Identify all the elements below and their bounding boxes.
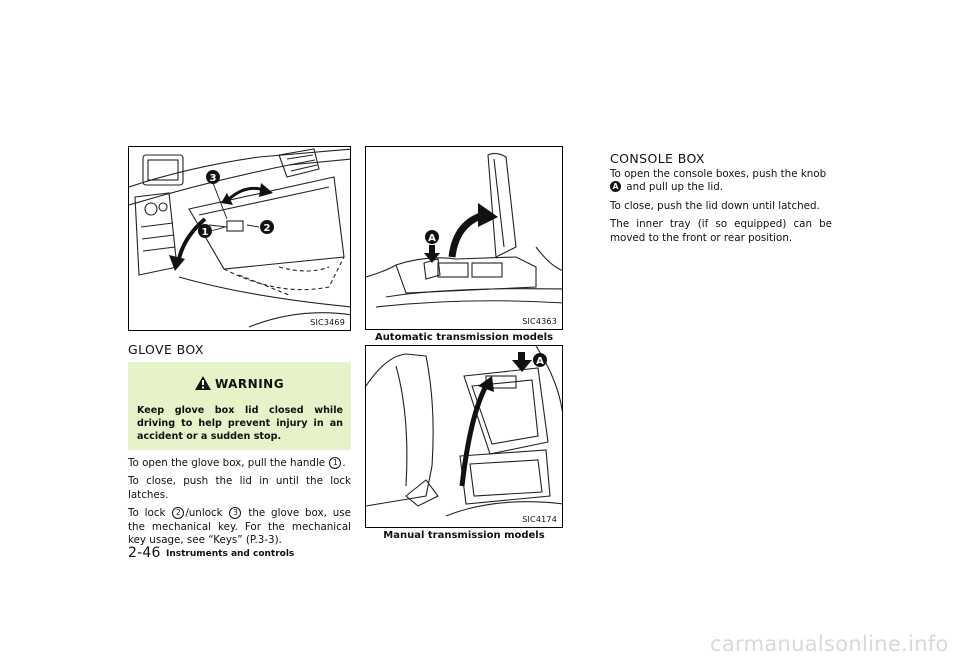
text-run: . [342,457,346,469]
callout-2-ref: 2 [172,507,184,519]
console-manual-illustration [366,346,563,528]
console-auto-figure [365,146,563,330]
callout-3-label: 3 [209,173,217,184]
callout-3-ref: 3 [229,507,241,519]
console-auto-illustration [366,147,563,330]
glove-box-figure [128,146,351,331]
figure-code: SIC4174 [522,515,557,524]
callout-1-label: 1 [201,227,209,238]
text-run: /unlock [185,507,223,520]
warning-box [128,362,351,450]
page-number: 2-46 [128,545,161,561]
text-run: the glove box, use the mechanical key. For the mechanical key usage, see “Keys” (P.3-3). [128,507,351,547]
watermark: carmanualsonline.info [710,632,949,656]
glove-lock-paragraph [128,507,351,547]
text-run: and pull up the lid. [626,181,724,194]
console-box-body [610,168,832,250]
warning-icon [195,376,211,390]
glove-open-paragraph [128,457,351,470]
glove-close-paragraph: To close, push the lid in until the lock latches. [128,475,351,501]
callout-2-label: 2 [263,223,271,234]
glove-box-illustration [129,147,351,331]
figure-caption: Automatic transmission models [374,332,554,343]
section-title: Instruments and controls [166,549,295,559]
text-run: To lock [128,507,166,520]
warning-title: WARNING [214,377,285,391]
glove-box-body [128,457,351,552]
callout-1-ref: 1 [329,457,341,469]
console-box-heading: CONSOLE BOX [610,151,705,166]
figure-code: SIC4363 [522,317,557,326]
figure-code: SIC3469 [310,318,345,327]
console-manual-figure [365,345,563,528]
callout-a-label: A [536,356,544,367]
warning-title-row [128,376,351,391]
figure-caption: Manual transmission models [383,530,545,541]
console-open-paragraph [610,168,832,195]
warning-text: Keep glove box lid closed while driving to help prevent injury in an accident or a sudden stop. [137,405,343,442]
glove-box-heading: GLOVE BOX [128,342,204,357]
text-run: To open the console boxes, push the knob [610,168,827,180]
text-run: To open the glove box, pull the handle [128,457,326,469]
console-close-paragraph: To close, push the lid down until latched. [610,199,820,212]
callout-a-ref: A [610,181,621,192]
callout-a-label: A [428,233,436,244]
console-tray-paragraph: The inner tray (if so equipped) can be moved to the front or rear position. [610,218,832,244]
